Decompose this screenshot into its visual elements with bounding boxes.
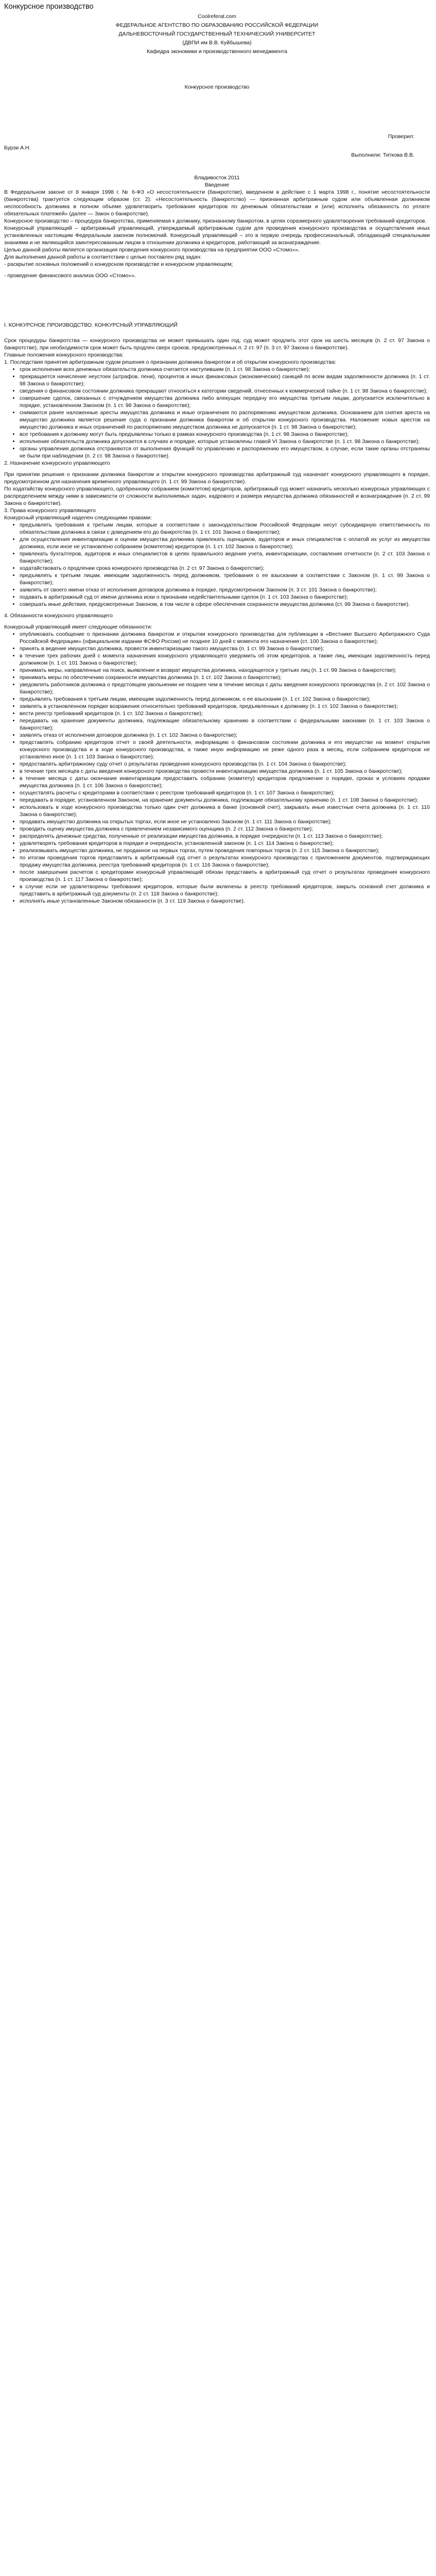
list-item: • принимать меры, направленные на поиск, выявление и возврат имущества должника, находящегося у третьих лиц (п. 1 ст. 99 Закона о банкротстве); xyxy=(20,667,430,674)
point4-heading: 4. Обязанности конкурсного управляющего xyxy=(4,613,113,619)
list-item: • продавать имущество должника на открытых торгах, если иное не установлено Законом (п. 1 ст. 111 Закона о банкротстве); xyxy=(20,818,430,825)
list-item: • в течение месяца с даты окончания инвентаризации предоставить собранию (комитету) кредиторов предложение о порядке, сроках и условиях продажи имущества должника (п. 1 ст. 106 Закона о банкротстве); xyxy=(20,775,430,789)
document-page xyxy=(0,0,436,909)
list-item: • совершение сделок, связанных с отчуждением имущества должника либо влекущих передачу его имущества третьим лицам, допускается исключительно в порядке, установленном Законом (п. 1 ст. 98 Закона о банкротстве); xyxy=(20,395,430,409)
list-item: • представлять собранию кредиторов отчет о своей деятельности, информацию о финансовом состоянии должника и его имуществе на момент открытия конкурсного производства и в ходе конкурсного производства, а также иную информацию не реже одного раза в месяц, если собранием кредиторов не установлено иное (п. 1 ст. 103 Закона о банкротстве); xyxy=(20,739,430,760)
intro-paragraph: В Федеральном законе от 8 января 1998 г. № 6-ФЗ «О несостоятельности (банкротстве), введенном в действие с 1 марта 1998 г., понятие несостоятельности (банкротства) трактуется следующим образом (ст. 2): «Несостоятельность (банкротство) — признанная арбитражным судом или объявленная должником неспособность должника в полном объеме удовлетворить требования кредиторов по денежным обязательствам и (или) исполнить обязанность по уплате обязательных платежей» (далее — Закон о банкротстве). xyxy=(4,189,430,217)
list-item: • предъявлять требования к третьим лицам, имеющим задолженность перед должником, о ее взыскании (п. 1 ст. 102 Закона о банкротстве); xyxy=(20,696,430,703)
list-item: • исполнение обязательств должника допускается в случаях и порядке, которые установлены главой VI Закона о банкротстве (п. 1 ст. 98 Закона о банкротстве); xyxy=(20,438,430,445)
list-item: • передавать на хранение документы должника, подлежащие обязательному хранению в соответствии с федеральными законами (п. 1 ст. 103 Закона о банкротстве); xyxy=(20,717,430,732)
list-item: • в случае если не удовлетворены требования кредиторов, которые были включены в реестр требований кредиторов, закрыть основной счет должника и представить в арбитражный суд документы (п. 2 ст. 118 Закона о банкротстве); xyxy=(20,883,430,897)
list-item: • вести реестр требований кредиторов (п. 1 ст. 102 Закона о банкротстве); xyxy=(20,710,430,717)
checked-name: Бурзи А.Н. xyxy=(4,145,31,151)
intro-heading: Введение xyxy=(204,182,230,188)
list-item: • по итогам проведения торгов представлять в арбитражный суд отчет о результатах конкурсного производства с приложением документов, подтверждающих продажу имущества должника, реестра требований кредиторов (п. 1 ст. 116 Закона о банкротстве); xyxy=(20,854,430,869)
list-item: • совершать иные действия, предусмотренные Законом, в том числе в сфере обеспечения сохранности имущества должника (ст. 99 Закона о банкротстве). xyxy=(20,601,430,608)
city-year: Владивосток 2011 xyxy=(194,175,240,181)
point2-paragraph: По ходатайству конкурсного управляющего, одобренному собранием (комитетом) кредиторов, арбитражный суд может назначить несколько конкурсных управляющих с распределением между ними в зависимости от сложности выполняемых задач, кадрового и размера имущества должника обязанностей и вознаграждения (п. 2 ст. 99 Закона о банкротстве). xyxy=(4,486,430,506)
site-name: Coolreferat.com xyxy=(198,13,236,20)
intro-paragraph: - раскрытие основных положений о конкурсном производстве и конкурсном управляющем; xyxy=(4,261,233,267)
list-item: • органы управления должника отстраняются от выполнения функций по управлению и распоряжению его имуществом, в случае, если такие органы отстранены не были при наблюдении (п. 2 ст. 98 Закона о банкротстве). xyxy=(20,445,430,460)
section1-heading: I. КОНКУРСНОЕ ПРОИЗВОДСТВО. КОНКУРСНЫЙ УПРАВЛЯЮЩИЙ xyxy=(4,322,178,328)
section1-body xyxy=(4,337,430,905)
list-item: • для осуществления инвентаризации и оценки имущества должника привлекать оценщиков, аудиторов и иных специалистов с оплатой их услуг из имущества должника, если иное не установлено собранием (комитетом) кредиторов (п. 1 ст. 102 Закона о банкротстве); xyxy=(20,536,430,550)
list-item: • срок исполнения всех денежных обязательств должника считается наступившим (п. 1 ст. 98 Закона о банкротстве); xyxy=(20,366,430,373)
list-item: • принимать меры по обеспечению сохранности имущества должника (п. 1 ст. 102 Закона о банкротстве); xyxy=(20,674,430,681)
point1-list xyxy=(4,366,430,460)
section1-consequences-label: Главные положения конкурсного производства: xyxy=(4,352,124,358)
list-item: • осуществлять расчеты с кредиторами в соответствии с реестром требований кредиторов (п. 1 ст. 107 Закона о банкротстве); xyxy=(20,789,430,796)
list-item: • проводить оценку имущества должника с привлечением независимого оценщика (п. 2 ст. 112 Закона о банкротстве); xyxy=(20,825,430,833)
agency-line: ФЕДЕРАЛЬНОЕ АГЕНТСТВО ПО ОБРАЗОВАНИЮ РОССИЙСКОЙ ФЕДЕРАЦИИ xyxy=(115,22,319,28)
point2-heading: 2. Назначение конкурсного управляющего xyxy=(4,460,110,466)
list-item: • удовлетворять требования кредиторов в порядке и очередности, установленной законом (п. 1 ст. 114 Закона о банкротстве); xyxy=(20,840,430,847)
list-item: • использовать в ходе конкурсного производства только один счет должника в банке (основной счет), закрывать иные известные счета должника (п. 1 ст. 110 Закона о банкротстве); xyxy=(20,804,430,818)
checked-label: Проверил: xyxy=(388,133,414,140)
list-item: • исполнять иные установленные Законом обязанности (п. 3 ст. 119 Закона о банкротстве). xyxy=(20,897,430,905)
section1-intro: Срок процедуры банкротства — конкурсного производства не может превышать один год; суд может продлить этот срок на шесть месяцев (п. 2 ст. 97 Закона о банкротстве), при необходимости срок может быть продлен сверх сроков, предусмотренных п. 2 ст. 97 (п. 3 ст. 97 Закона о банкротстве). xyxy=(4,337,430,351)
list-item: • заявлять от своего имени отказ от исполнения договоров должника в порядке, предусмотренном Законом (п. 3 ст. 101 Закона о банкротстве); xyxy=(20,586,430,594)
point3-heading: 3. Права конкурсного управляющего xyxy=(4,507,96,514)
list-item: • предъявлять требования к третьим лицам, которые в соответствии с законодательством Российской Федерации несут субсидиарную ответственность по обязательствам должника в связи с доведением его до банкротства (п. 1 ст. 101 Закона о банкротстве); xyxy=(20,521,430,536)
work-title: Конкурсное производство xyxy=(184,84,250,90)
point4-list xyxy=(4,631,430,905)
list-item: • предъявлять к третьим лицам, имеющим задолженность перед должником, требования о ее взыскании в соответствии с Законом (п. 1 ст. 99 Закона о банкротстве); xyxy=(20,572,430,586)
intro-paragraph: Конкурсное производство – процедура банкротства, применяемая к должнику, признанному банкротом, в целях соразмерного удовлетворения требований кредиторов. xyxy=(4,218,427,224)
department-line: Кафедра экономики и производственного менеджмента xyxy=(146,48,288,55)
point1-heading: 1. Последствия принятия арбитражным судом решения о признании должника банкротом и об открытии конкурсного производства: xyxy=(4,359,336,365)
list-item: • реализовывать имущество должника, не проданное на первых торгах, путем проведения повторных торгов (п. 2 ст. 115 Закона о банкротстве); xyxy=(20,847,430,854)
list-item: • в течение трех месяцев с даты введения конкурсного производства провести инвентаризацию имущества должника (п. 1 ст. 105 Закона о банкротстве); xyxy=(20,768,430,775)
list-item: • в течение трех рабочих дней с момента назначения конкурсного управляющего уведомить об этом кредиторов, а также лиц, имеющих задолженность перед должником (п. 1 ст. 101 Закона о банкротстве); xyxy=(20,652,430,667)
list-item: • распределять денежные средства, полученные от реализации имущества должника, в порядке очередности (п. 1 ст. 113 Закона о банкротстве); xyxy=(20,833,430,840)
intro-paragraph: Конкурсный управляющий – арбитражный управляющий, утверждаемый арбитражным судом для проведения конкурсного производства и осуществления иных установленных настоящим Федеральным законом полномочий. Конкурсный управляющий – это в первую очередь профессиональный, обладающий специальными знаниями и не являющийся заинтересованным лицом в отношении должника и кредиторов, работающий за вознаграждение. xyxy=(4,225,430,246)
intro-paragraph: Для выполнения данной работы в соответствии с целью поставлен ряд задач: xyxy=(4,254,202,260)
list-item: • принять в ведение имущество должника, провести инвентаризацию такого имущества (п. 1 ст. 99 Закона о банкротстве); xyxy=(20,645,430,652)
list-item: • снимаются ранее наложенные аресты имущества должника и иные ограничения по распоряжению имуществом должника. Основанием для снятия ареста на имущество должника является решение суда о признании должника банкротом и об открытии конкурсного производства. Наложение новых арестов на имущество должника и иных ограничений по распоряжению имуществом должника не допускается (п. 1 ст. 98 Закона о банкротстве); xyxy=(20,409,430,431)
list-item: • сведения о финансовом состоянии должника прекращают относиться к категории сведений, отнесенных к коммерческой тайне (п. 1 ст. 98 Закона о банкротстве); xyxy=(20,387,430,395)
list-item: • уведомлять работников должника о предстоящем увольнении не позднее чем в течение месяца с даты введения конкурсного производства (п. 2 ст. 102 Закона о банкротстве); xyxy=(20,681,430,696)
list-item: • передавать в порядке, установленном Законом, на хранение документы должника, подлежащие обязательному хранению (п. 1 ст. 108 Закона о банкротстве); xyxy=(20,796,430,804)
point3-intro: Конкурсный управляющий наделен следующими правами: xyxy=(4,515,152,521)
page-title: Конкурсное производство xyxy=(4,3,94,11)
title-page-header xyxy=(4,22,430,55)
intro-paragraph: Целью данной работы является организация проведения конкурсного производства на предприятии ООО «Стомо»». xyxy=(4,247,300,253)
list-item: • подавать в арбитражный суд от имени должника иски о признании недействительными сделок (п. 1 ст. 103 Закона о банкротстве); xyxy=(20,594,430,601)
list-item: • заявлять в установленном порядке возражения относительно требований кредиторов, предъявленных к должнику (п. 1 ст. 102 Закона о банкротстве); xyxy=(20,703,430,710)
list-item: • ходатайствовать о продлении срока конкурсного производства (п. 2 ст. 97 Закона о банкротстве); xyxy=(20,565,430,572)
intro-section xyxy=(4,189,430,279)
list-item: • заявлять отказ от исполнения договоров должника (п. 1 ст. 102 Закона о банкротстве); xyxy=(20,732,430,739)
list-item: • предоставлять арбитражному суду отчет о результатах проведения конкурсного производства (п. 1 ст. 104 Закона о банкротстве); xyxy=(20,760,430,768)
university-line: ДАЛЬНЕВОСТОЧНЫЙ ГОСУДАРСТВЕННЫЙ ТЕХНИЧЕСКИЙ УНИВЕРСИТЕТ xyxy=(118,31,316,37)
university-short: (ДВПИ им В.В. Куйбышева) xyxy=(182,40,252,46)
point3-list xyxy=(4,521,430,608)
list-item: • все требования к должнику могут быть предъявлены только в рамках конкурсного производства (п. 1 ст. 98 Закона о банкротстве); xyxy=(20,431,430,438)
list-item: • привлекать бухгалтеров, аудиторов и иных специалистов в целях правильного ведения учета, инвентаризации, составления отчетности (п. 2 ст. 103 Закона о банкротстве); xyxy=(20,550,430,565)
list-item: • после завершения расчетов с кредиторами конкурсный управляющий обязан представить в арбитражный суд отчет о результатах проведения конкурсного производства (п. 1 ст. 117 Закона о банкротстве); xyxy=(20,869,430,883)
point4-intro: Конкурсный управляющий имеет следующие обязанности: xyxy=(4,624,152,630)
list-item: • прекращается начисление неустоек (штрафов, пени), процентов и иных финансовых (экономических) санкций по всем видам задолженности должника (п. 1 ст. 98 Закона о банкротстве); xyxy=(20,373,430,387)
intro-paragraph: - проведение финансового анализа ООО «Стомо»». xyxy=(4,273,136,279)
signature-block xyxy=(4,133,430,159)
list-item: • опубликовать сообщение о признании должника банкротом и открытии конкурсного производства для публикации в «Вестнике Высшего Арбитражного Суда Российской Федерации» (официальном издании ФСФО России) не позднее 10 дней с момента его назначения (ст. 100 Закона о банкротстве); xyxy=(20,631,430,645)
point2-paragraph: При принятии решения о признании должника банкротом и открытии конкурсного производства арбитражный суд назначает конкурсного управляющего в порядке, предусмотренном для назначения временного управляющего (п. 1 ст. 99 Закона о банкротстве). xyxy=(4,471,430,485)
performed-by: Выполнили: Титкова В.В. xyxy=(351,152,414,158)
